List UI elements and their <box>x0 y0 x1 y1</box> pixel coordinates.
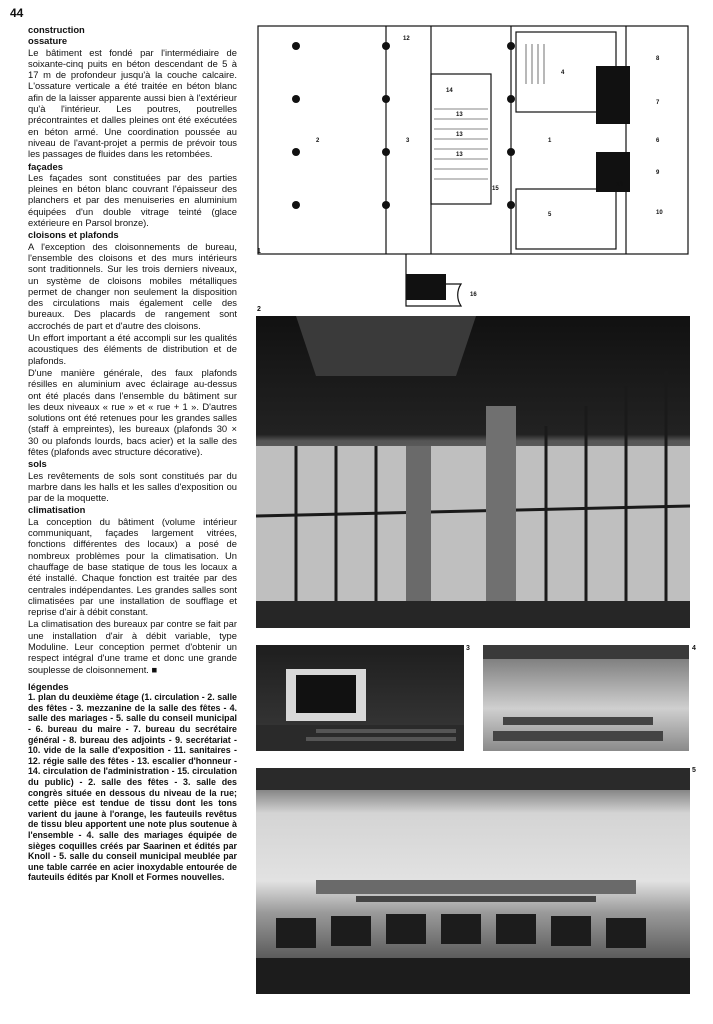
figure-number: 3 <box>466 645 470 652</box>
subheading-facades: façades <box>28 160 63 172</box>
plan-label: 16 <box>470 292 477 298</box>
subheading-ossature: ossature <box>28 35 68 47</box>
floor-plan <box>256 24 690 310</box>
section-heading-construction: construction <box>28 24 85 35</box>
paragraph: La climatisation des bureaux par contre se fait par une installation d'air à débit variable, type Moduline. Leur conception permet d'obtenir un respect intégral d'une trame et donc une grande souplesse de cloisonnement. ■ <box>28 618 237 675</box>
figure-number: 1 <box>257 248 261 255</box>
page-number: 44 <box>10 6 24 20</box>
legend <box>28 681 237 883</box>
photo-salle-du-conseil <box>256 768 690 994</box>
subheading-climatisation: climatisation <box>28 504 86 516</box>
plan-label: 9 <box>656 170 660 176</box>
plan-label: 4 <box>561 70 565 76</box>
plan-label: 1 <box>548 138 552 144</box>
figure-number: 5 <box>692 767 696 774</box>
figure-number: 4 <box>692 645 696 652</box>
plan-label: 7 <box>656 100 660 106</box>
plan-label: 6 <box>656 138 660 144</box>
paragraph: La conception du bâtiment (volume intérieur communiquant, façades largement vitrées, fonctions différentes des locaux) a posé de nombreux problèmes pour la climatisation. Un chauffage de base statique de tous les locaux a été installé. Chaque fonction est traitée par des centrales indépendantes. Les grandes salles sont climatisées par une installation de soufflage et reprise d'air à débit constant. <box>28 515 237 618</box>
legend-heading: légendes <box>28 680 69 692</box>
paragraph: D'une manière générale, des faux plafonds résilles en aluminium avec éclairage au-dessus ont été placés dans l'ensemble du bâtiment sur les deux niveaux « rue » et « rue + 1 ». D'autres solutions ont été retenues pour les grandes salles (staff à empreintes), les bureaux (plafonds 30 × 30 ou plafonds lourds, bacs acier) et la salle des fêtes (plafonds avec structure décorative). <box>28 366 237 457</box>
figure-number: 2 <box>257 306 261 313</box>
plan-label: 13 <box>456 112 463 118</box>
legend-text: 1. plan du deuxième étage (1. circulation - 2. salle des fêtes - 3. mezzanine de la salle des fêtes - 4. salle des mariages - 5. salle du conseil municipal - 6. bureau du maire - 7. bureau du secrétaire général - 8. bureau des adjoints - 9. secrétariat - 10. vide de la salle d'exposition - 11. sanitaires - 12. régie salle des fêtes - 13. escalier d'honneur - 14. circulation de l'administration - 15. circulation du public) - 2. salle des fêtes - 3. salle des congrès située en dessous du niveau de la rue; cette pièce est tendue de tissu dont les tons varient du jaune à l'orange, les fauteuils revêtus de tissu bleu apportent une note plus soutenue à l'ensemble - 4. salle des mariages équipée de sièges coquilles créés par Saarinen et édités par Knoll - 5. salle du conseil municipal meublée par une table carrée en acier inoxydable entourée de fauteuils édités par Knoll et Formes nouvelles. <box>28 692 237 883</box>
plan-label: 15 <box>492 186 499 192</box>
plan-label: 13 <box>616 182 623 188</box>
plan-label: 12 <box>403 36 410 42</box>
plan-label: 14 <box>446 88 453 94</box>
plan-label: 13 <box>456 152 463 158</box>
paragraph: Le bâtiment est fondé par l'intermédiaire de soixante-cinq puits en béton descendant de 5 à 17 m de profondeur jusqu'à la couche calcaire. L'ossature verticale a été traitée en béton blanc afin de la laisser apparente aussi bien à l'extérieur qu'à l'intérieur. Les poutres, poutrelles précontraintes et dalles pleines ont été exécutées en béton armé. Une coordination poussée au niveau de l'avant-projet a permis de prévoir tous les passages de fluides dans les retombées. <box>28 46 237 160</box>
photo-salle-des-mariages <box>483 645 689 751</box>
subheading-sols: sols <box>28 458 47 470</box>
plan-label: 3 <box>406 138 410 144</box>
subheading-cloisons: cloisons et plafonds <box>28 229 119 241</box>
plan-label: 10 <box>656 210 663 216</box>
plan-label: 5 <box>548 212 552 218</box>
text-column <box>28 24 237 884</box>
paragraph: Les revêtements de sols sont constitués par du marbre dans les halls et les salles d'exposition ou par de la moquette. <box>28 469 237 504</box>
photo-salle-des-fetes <box>256 316 690 628</box>
photo-salle-des-congres <box>256 645 464 751</box>
plan-label: 13 <box>456 132 463 138</box>
paragraph: Les façades sont constituées par des parties pleines en béton blanc couvrant l'épaisseur des planchers et par des menuiseries en aluminium équipées d'un double vitrage teinté (glace extérieure en Parsol bronze). <box>28 171 237 229</box>
plan-label: 2 <box>316 138 320 144</box>
plan-label: 8 <box>656 56 660 62</box>
paragraph: A l'exception des cloisonnements de bureau, l'ensemble des cloisons et des murs intérieurs sont traditionnels. Sur les trois derniers niveaux, un système de cloisons mobiles métalliques permet de changer non seulement la disposition des circulations mais également celle des bureaux. Des placards de rangement sont accrochés de part et d'autre des cloisons. <box>28 240 237 331</box>
paragraph: Un effort important a été accompli sur les qualités acoustiques des éléments de distribution et de plafonds. <box>28 332 237 366</box>
